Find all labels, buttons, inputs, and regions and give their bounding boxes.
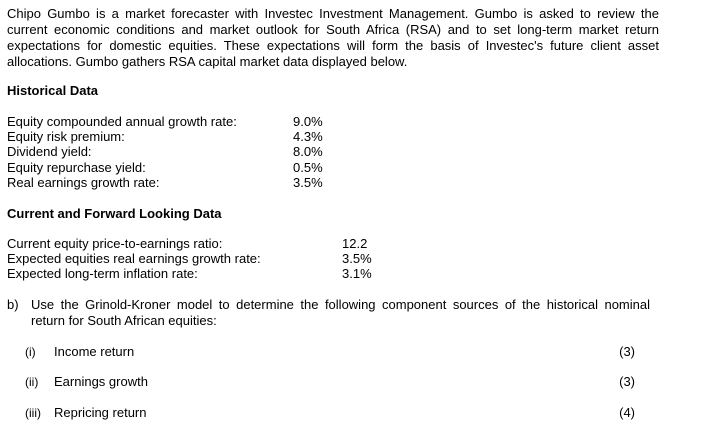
- current-label: Current equity price-to-earnings ratio:: [7, 236, 223, 251]
- current-value: 3.5%: [342, 251, 372, 266]
- part-text: Repricing return: [54, 405, 147, 420]
- question-part: [25, 405, 635, 421]
- historical-data-heading: Historical Data: [7, 83, 99, 98]
- current-row: [7, 236, 427, 251]
- intro-paragraph: Chipo Gumbo is a market forecaster with Investec Investment Management. Gumbo is asked to review the current economic conditions and market outlook for South Africa (RSA) and to set long-term market return expectations for domestic equities. These expectations will form the basis of Investec's future client asset allocations. Gumbo gathers RSA capital market data displayed below.: [7, 6, 659, 69]
- historical-row: [7, 175, 427, 190]
- part-number: (ii): [25, 375, 39, 389]
- question-part: [25, 374, 635, 390]
- current-value: 3.1%: [342, 266, 372, 281]
- historical-label: Equity repurchase yield:: [7, 160, 146, 175]
- historical-value: 3.5%: [293, 175, 323, 190]
- current-label: Expected equities real earnings growth rate:: [7, 251, 261, 266]
- question-part: [25, 344, 635, 360]
- historical-value: 0.5%: [293, 160, 323, 175]
- part-marks: (3): [619, 344, 635, 359]
- current-row: [7, 266, 427, 281]
- historical-label: Real earnings growth rate:: [7, 175, 160, 190]
- part-marks: (4): [619, 405, 635, 420]
- historical-row: [7, 129, 427, 144]
- historical-row: [7, 144, 427, 159]
- current-row: [7, 251, 427, 266]
- part-marks: (3): [619, 374, 635, 389]
- part-text: Earnings growth: [54, 374, 148, 389]
- historical-label: Dividend yield:: [7, 144, 92, 159]
- part-number: (i): [25, 345, 36, 359]
- historical-value: 4.3%: [293, 129, 323, 144]
- historical-row: [7, 114, 427, 129]
- current-label: Expected long-term inflation rate:: [7, 266, 198, 281]
- part-text: Income return: [54, 344, 135, 359]
- current-value: 12.2: [342, 236, 368, 251]
- part-number: (iii): [25, 406, 41, 420]
- question-text: Use the Grinold-Kroner model to determine the following component sources of the historical nominal return for South African equities:: [31, 297, 650, 328]
- historical-label: Equity risk premium:: [7, 129, 125, 144]
- historical-value: 8.0%: [293, 144, 323, 159]
- historical-label: Equity compounded annual growth rate:: [7, 114, 237, 129]
- question-letter: b): [7, 297, 19, 312]
- historical-value: 9.0%: [293, 114, 323, 129]
- historical-row: [7, 160, 427, 175]
- current-data-heading: Current and Forward Looking Data: [7, 206, 222, 221]
